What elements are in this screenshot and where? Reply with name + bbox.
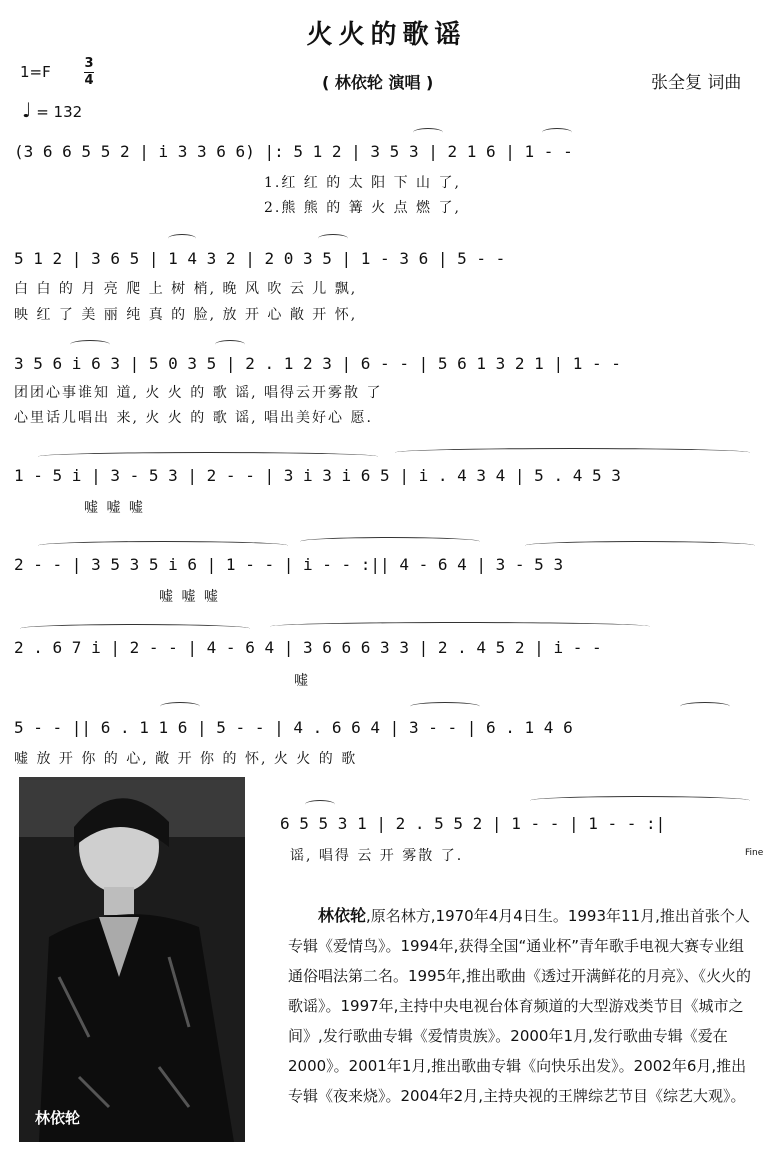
slur: [38, 541, 288, 550]
lyric-line: 嘘 嘘 嘘: [159, 589, 220, 605]
lyric-line: 白 白 的 月 亮 爬 上 树 梢, 晚 风 吹 云 儿 飘,: [14, 281, 358, 297]
slur: [525, 541, 755, 550]
slur: [410, 702, 480, 711]
slur: [318, 234, 348, 243]
lyric-line: 1.红 红 的 太 阳 下 山 了,: [264, 175, 461, 191]
meter-top: 3: [84, 56, 94, 71]
singer-line: ( 林依轮 演唱 ): [322, 73, 434, 92]
slur: [215, 340, 245, 349]
lyric-line: 嘘 放 开 你 的 心, 敞 开 你 的 怀, 火 火 的 歌: [14, 751, 358, 767]
slur: [160, 702, 200, 711]
lyric-line: 嘘 嘘 嘘: [84, 500, 145, 516]
slur: [300, 537, 480, 546]
staff-line: (3 6 6 5 5 2 | i 3 3 6 6) |: 5 1 2 | 3 5 3 | 2 1 6 | 1 - -: [14, 141, 573, 161]
time-signature: [84, 57, 94, 88]
slur: [530, 796, 750, 805]
singer-photo: [19, 777, 245, 1142]
tempo-marking: [22, 98, 82, 122]
staff-line: 6 5 5 3 1 | 2 . 5 5 2 | 1 - - | 1 - - :|: [280, 813, 666, 833]
slur: [20, 624, 250, 633]
slur: [680, 702, 730, 711]
staff-line: 2 . 6 7 i | 2 - - | 4 - 6 4 | 3 6 6 6 3 3 | 2 . 4 5 2 | i - -: [14, 637, 602, 657]
lyric-line: 团团心事谁知 道, 火 火 的 歌 谣, 唱得云开雾散 了: [14, 385, 383, 401]
slur: [395, 448, 750, 457]
lyric-line: 2.熊 熊 的 篝 火 点 燃 了,: [264, 200, 461, 216]
staff-line: 5 - - || 6 . 1 1 6 | 5 - - | 4 . 6 6 4 | 3 - - | 6 . 1 4 6: [14, 717, 573, 737]
slur: [305, 800, 335, 809]
slur: [70, 340, 110, 349]
lyric-line: 心里话儿唱出 来, 火 火 的 歌 谣, 唱出美好心 愿.: [14, 410, 373, 426]
meter-bottom: 4: [84, 73, 94, 88]
tempo-value: = 132: [36, 103, 83, 121]
staff-line: 3 5 6 i 6 3 | 5 0 3 5 | 2 . 1 2 3 | 6 - - | 5 6 1 3 2 1 | 1 - -: [14, 353, 621, 373]
slur: [38, 452, 378, 461]
photo-caption: 林依轮: [35, 1109, 81, 1127]
page-title: 火火的歌谣: [306, 20, 467, 50]
bio-name: 林依轮: [318, 906, 367, 925]
bio-text: ,原名林方,1970年4月4日生。1993年11月,推出首张个人专辑《爱情鸟》。1994年,获得全国“通业杯”青年歌手电视大赛专业组通俗唱法第二名。1995年,推出歌曲《透过开满鲜花的月亮》、《火火的歌谣》。1997年,主持中央电视台体育频道的大型游戏类节目《城市之间》,发行歌曲专辑《爱情贵族》。2000年1月,发行歌曲专辑《爱在2000》。2001年1月,推出歌曲专辑《向快乐出发》。2002年6月,推出专辑《夜来烧》。2004年2月,主持央视的王牌综艺节目《综艺大观》。: [288, 907, 751, 1105]
bio-paragraph: [288, 901, 758, 1111]
staff-line: 1 - 5 i | 3 - 5 3 | 2 - - | 3 i 3 i 6 5 | i . 4 3 4 | 5 . 4 5 3: [14, 465, 621, 485]
lyric-line: 映 红 了 美 丽 纯 真 的 脸, 放 开 心 敞 开 怀,: [14, 307, 358, 323]
staff-line: 2 - - | 3 5 3 5 i 6 | 1 - - | i - - :|| 4 - 6 4 | 3 - 5 3: [14, 554, 564, 574]
quarter-note-icon: ♩: [22, 98, 32, 122]
key-signature: 1=F: [20, 63, 51, 81]
slur: [270, 622, 650, 631]
fine-marking: Fine: [745, 848, 764, 858]
slur: [542, 128, 572, 137]
composer-credit: 张全复 词曲: [651, 73, 742, 93]
lyric-line: 谣, 唱得 云 开 雾散 了.: [290, 848, 464, 864]
staff-line: 5 1 2 | 3 6 5 | 1 4 3 2 | 2 0 3 5 | 1 - 3 6 | 5 - -: [14, 248, 506, 268]
lyric-line: 嘘: [294, 673, 310, 689]
slur: [413, 128, 443, 137]
singer-portrait-icon: [19, 777, 245, 1142]
slur: [168, 234, 196, 243]
